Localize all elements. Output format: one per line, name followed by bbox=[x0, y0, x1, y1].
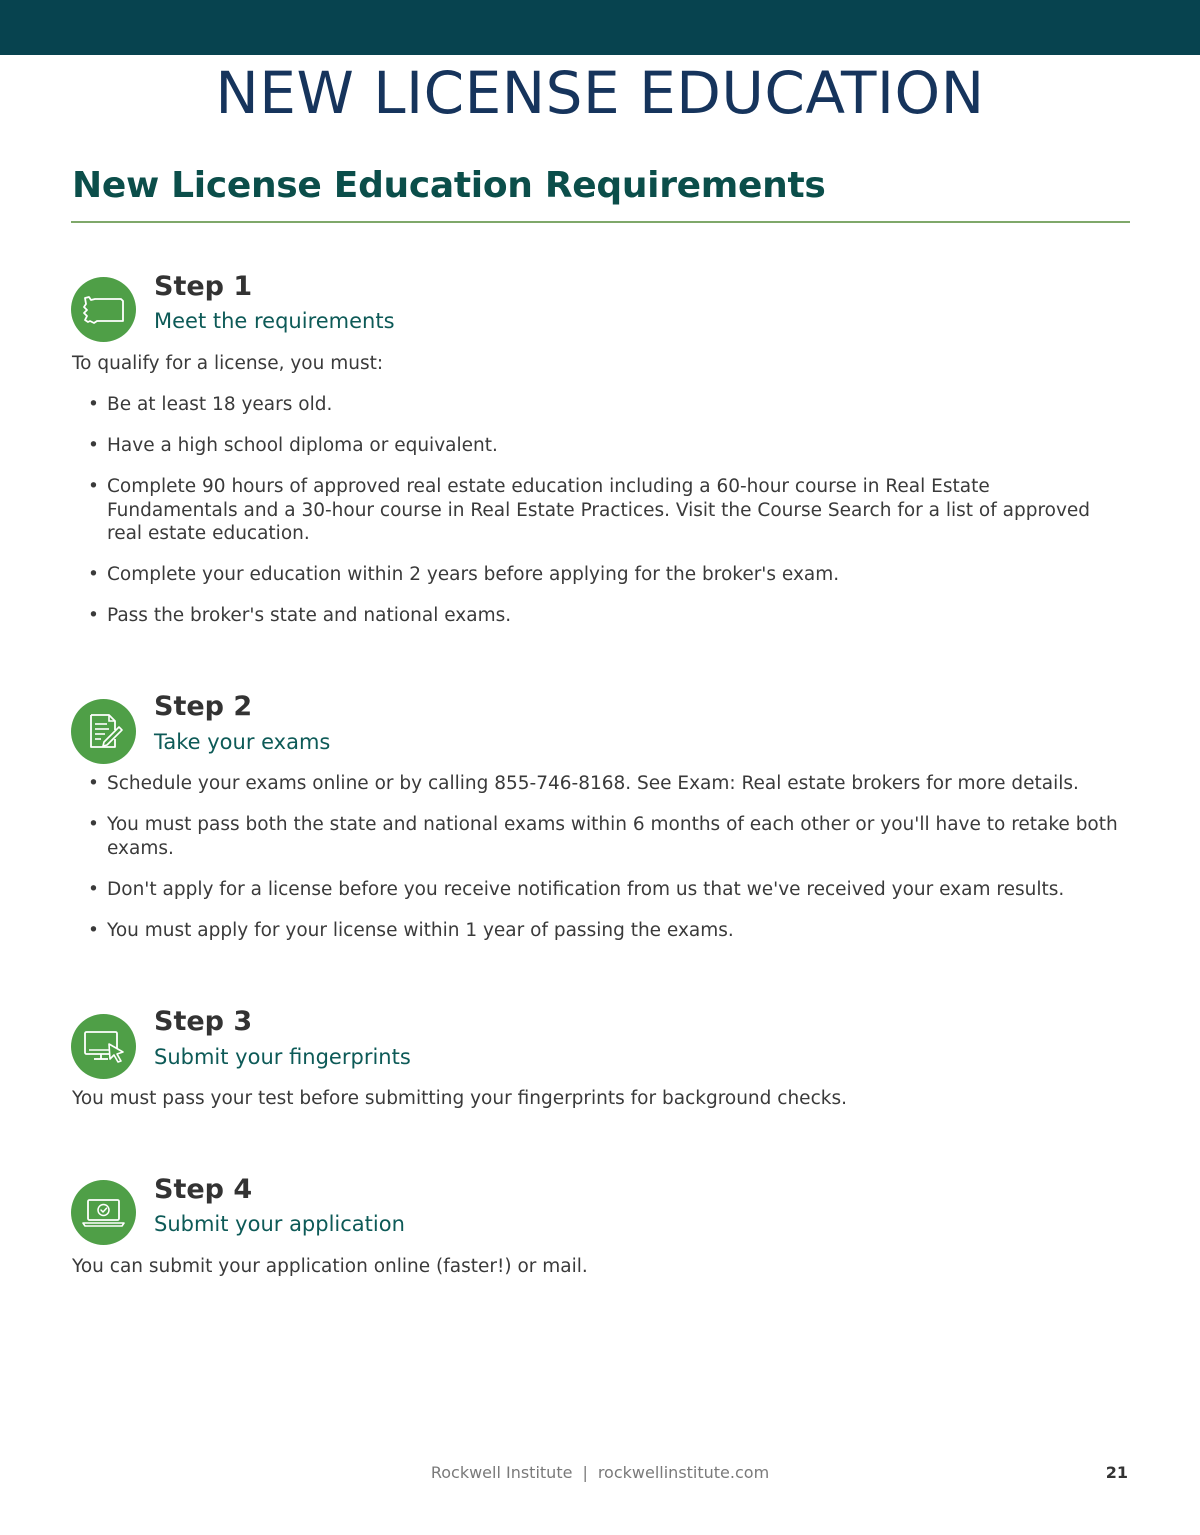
step-2-title: Step 2 bbox=[154, 691, 253, 722]
top-banner-bar bbox=[0, 0, 1200, 55]
list-item: • Complete your education within 2 years before applying for the broker's exam. bbox=[88, 564, 840, 585]
step-3-text: You must pass your test before submitting your fingerprints for background checks. bbox=[72, 1088, 847, 1109]
list-item: • Be at least 18 years old. bbox=[88, 394, 333, 415]
step-1-title: Step 1 bbox=[154, 271, 253, 302]
step-2-subtitle: Take your exams bbox=[154, 730, 331, 754]
list-item: • You must apply for your license within 1 year of passing the exams. bbox=[88, 919, 734, 941]
list-item: • Schedule your exams online or by calling 855-746-8168. See Exam: Real estate brokers for more details. bbox=[88, 773, 1079, 794]
step-1-requirements-list bbox=[0, 393, 1200, 645]
list-item: • Pass the broker's state and national exams. bbox=[88, 605, 512, 626]
step-1-subtitle: Meet the requirements bbox=[154, 309, 395, 333]
page-number: 21 bbox=[1105, 1463, 1128, 1482]
document-pencil-icon bbox=[71, 699, 136, 764]
step-4-text: You can submit your application online (faster!) or mail. bbox=[72, 1256, 588, 1277]
step-4-subtitle: Submit your application bbox=[154, 1212, 405, 1236]
step-2-exam-list bbox=[0, 772, 1200, 960]
page-title: NEW LICENSE EDUCATION bbox=[215, 59, 985, 127]
footer-separator: | bbox=[582, 1463, 588, 1482]
step-4-title: Step 4 bbox=[154, 1174, 253, 1205]
footer bbox=[0, 1461, 1200, 1485]
washington-state-map-icon bbox=[71, 277, 136, 342]
step-1-intro: To qualify for a license, you must: bbox=[72, 353, 384, 374]
list-item: • Have a high school diploma or equivalent. bbox=[88, 435, 498, 456]
section-divider bbox=[71, 221, 1130, 223]
list-item: • Complete 90 hours of approved real estate education including a 60-hour course in Real Estate Fundamentals and a 30-hour course in Real Estate Practices. Visit the Course Search for a list of approved real estate education. bbox=[88, 476, 1091, 544]
computer-cursor-icon bbox=[71, 1014, 136, 1079]
laptop-check-icon bbox=[71, 1180, 136, 1245]
step-3-title: Step 3 bbox=[154, 1006, 253, 1037]
section-heading: New License Education Requirements bbox=[72, 165, 826, 206]
footer-org: Rockwell Institute bbox=[430, 1463, 573, 1482]
step-3-subtitle: Submit your fingerprints bbox=[154, 1045, 411, 1069]
footer-website-link[interactable]: rockwellinstitute.com bbox=[597, 1463, 770, 1482]
list-item: • Don't apply for a license before you receive notification from us that we've received your exam results. bbox=[88, 878, 1065, 900]
list-item: • You must pass both the state and national exams within 6 months of each other or you'll have to retake both exams. bbox=[88, 814, 1118, 859]
